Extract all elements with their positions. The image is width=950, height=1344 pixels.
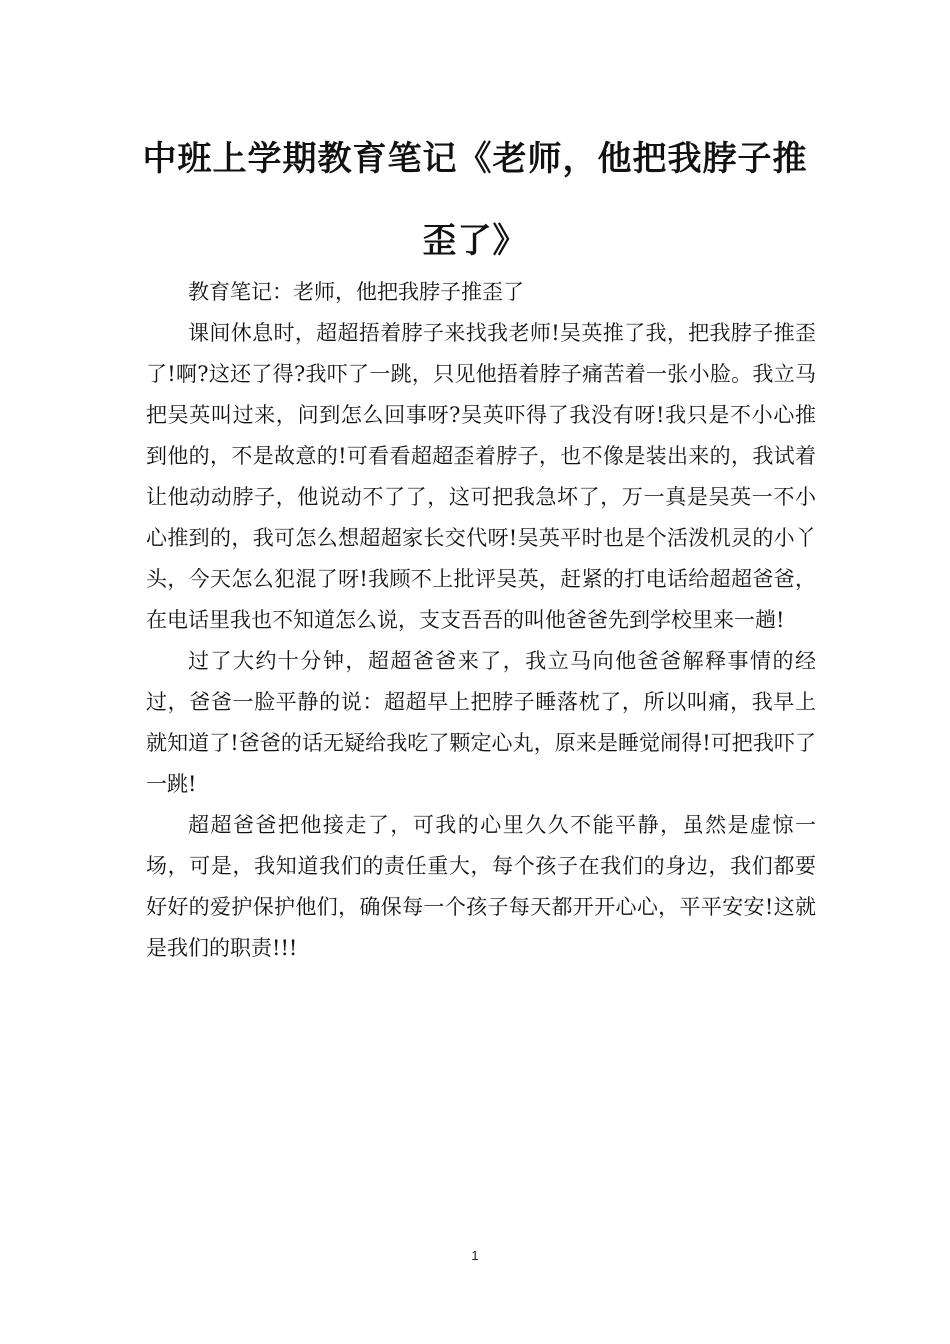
document-title: 中班上学期教育笔记《老师，他把我脖子推歪了》 bbox=[142, 139, 808, 261]
body-paragraph: 过了大约十分钟，超超爸爸来了，我立马向他爸爸解释事情的经过，爸爸一脸平静的说：超超早上把脖子睡落枕了，所以叫痛，我早上就知道了!爸爸的话无疑给我吃了颗定心丸，原来是睡觉闹得!可把我吓了一跳! bbox=[146, 649, 816, 796]
document-body bbox=[146, 272, 816, 969]
body-paragraph: 课间休息时，超超捂着脖子来找我老师!吴英推了我，把我脖子推歪了!啊?这还了得?我吓了一跳，只见他捂着脖子痛苦着一张小脸。我立马把吴英叫过来，问到怎么回事呀?吴英吓得了我没有呀!我只是不小心推到他的，不是故意的!可看看超超歪着脖子，也不像是装出来的，我试着让他动动脖子，他说动不了了，这可把我急坏了，万一真是吴英一不小心推到的，我可怎么想超超家长交代呀!吴英平时也是个活泼机灵的小丫头，今天怎么犯混了呀!我顾不上批评吴英，赶紧的打电话给超超爸爸，在电话里我也不知道怎么说，支支吾吾的叫他爸爸先到学校里来一趟! bbox=[146, 321, 816, 632]
subtitle-paragraph: 教育笔记：老师，他把我脖子推歪了 bbox=[188, 280, 524, 304]
page-number: 1 bbox=[471, 1248, 479, 1263]
body-paragraph: 超超爸爸把他接走了，可我的心里久久不能平静，虽然是虚惊一场，可是，我知道我们的责任重大，每个孩子在我们的身边，我们都要好好的爱护保护他们，确保每一个孩子每天都开开心心，平平安安!这就是我们的职责!!! bbox=[146, 813, 816, 960]
